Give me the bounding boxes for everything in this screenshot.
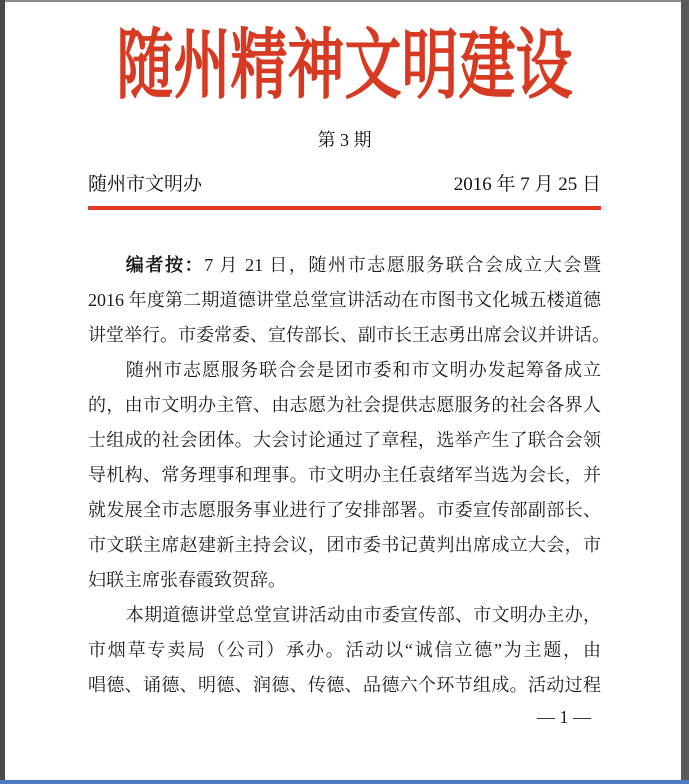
body-line: 市文联主席赵建新主持会议，团市委书记黄判出席成立大会，市 <box>88 535 601 555</box>
page-number: — 1 — <box>537 707 591 727</box>
body-line: 2016 年度第二期道德讲堂总堂宣讲活动在市图书文化城五楼道德 <box>88 290 601 310</box>
masthead-title: 随州精神文明建设 <box>116 23 573 109</box>
editor-note-label: 编者按： <box>125 255 205 275</box>
issue-date: 2016 年 7 月 25 日 <box>453 174 601 195</box>
document-body <box>88 210 610 729</box>
body-line-text: 7 月 21 日，随州市志愿服务联合会成立大会暨 <box>204 255 602 275</box>
viewer-left-edge <box>0 0 5 784</box>
viewer-top-edge <box>0 0 689 2</box>
body-line: 的，由市文明办主管、由志愿为社会提供志愿服务的社会各界人 <box>88 395 601 415</box>
viewer-bottom-edge <box>0 780 689 784</box>
viewer-right-edge <box>681 0 689 784</box>
body-line: 唱德、诵德、明德、润德、传德、品德六个环节组成。活动过程 <box>88 675 601 695</box>
body-line: 士组成的社会团体。大会讨论通过了章程，选举产生了联合会领 <box>88 430 601 450</box>
body-line: 市烟草专卖局（公司）承办。活动以“诚信立德”为主题，由 <box>88 640 601 660</box>
body-line: 随州市志愿服务联合会是团市委和市文明办发起筹备成立 <box>125 360 601 380</box>
meta-row <box>88 174 601 196</box>
body-line: 本期道德讲堂总堂宣讲活动由市委宣传部、市文明办主办， <box>125 605 601 625</box>
body-line: 讲堂举行。市委常委、宣传部长、副市长王志勇出席会议并讲话。 <box>88 325 610 345</box>
body-line: 妇联主席张春霞致贺辞。 <box>88 570 286 590</box>
issuing-organization: 随州市文明办 <box>88 174 203 195</box>
issue-number: 第 3 期 <box>317 130 372 150</box>
body-line: 导机构、常务理事和理事。市文明办主任袁绪军当选为会长，并 <box>88 465 601 485</box>
body-line <box>88 248 601 283</box>
body-line: 就发展全市志愿服务事业进行了安排部署。市委宣传部副部长、 <box>88 500 601 520</box>
